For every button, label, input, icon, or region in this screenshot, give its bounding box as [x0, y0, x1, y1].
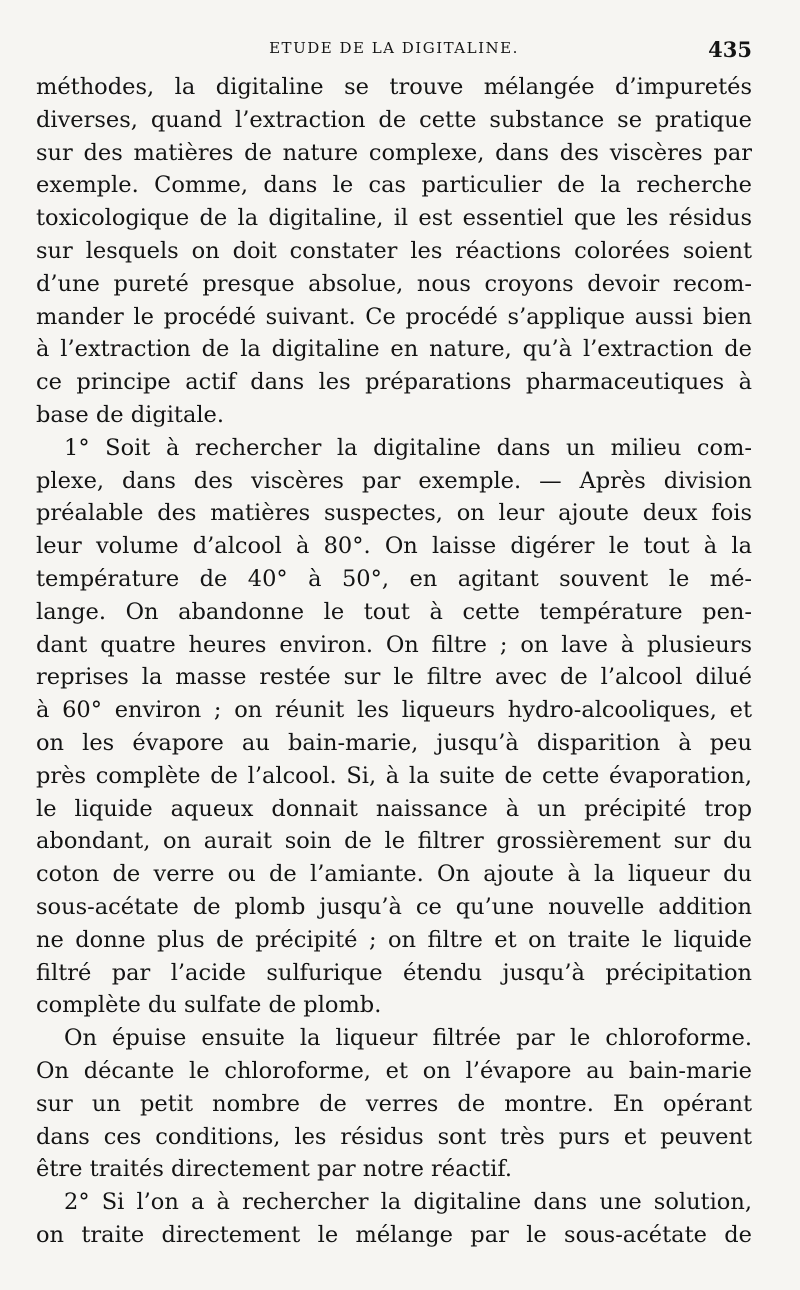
- text-line: sur des matières de nature complexe, dans des viscères par: [36, 139, 752, 166]
- text-line: sur un petit nombre de verres de montre. En opérant: [36, 1090, 752, 1117]
- text-line: toxicologique de la digitaline, il est essentiel que les résidus: [36, 205, 752, 232]
- text-line: coton de verre ou de l’amiante. On ajoute à la liqueur du: [36, 861, 752, 888]
- text-line: méthodes, la digitaline se trouve mélangée d’impuretés: [36, 74, 752, 100]
- page-number: 435: [708, 37, 752, 62]
- text-line: à l’extraction de la digitaline en nature, qu’à l’extraction de: [36, 336, 752, 363]
- text-line: dant quatre heures environ. On filtre ; on lave à plusieurs: [36, 631, 752, 658]
- text-line: près complète de l’alcool. Si, à la suite de cette évaporation,: [36, 762, 752, 789]
- paragraph: [36, 1022, 752, 1186]
- paragraph: [36, 432, 752, 1022]
- text-line: mander le procédé suivant. Ce procédé s’applique aussi bien: [36, 303, 752, 330]
- text-line: être traités directement par notre réactif.: [36, 1156, 513, 1183]
- text-line: dans ces conditions, les résidus sont très purs et peuvent: [36, 1123, 752, 1150]
- text-line: filtré par l’acide sulfurique étendu jusqu’à précipitation: [36, 959, 752, 986]
- paragraph: [36, 71, 752, 432]
- text-line: base de digitale.: [36, 401, 225, 428]
- text-line: température de 40° à 50°, en agitant souvent le mé-: [36, 565, 752, 592]
- text-line: abondant, on aurait soin de le filtrer grossièrement sur du: [36, 828, 752, 855]
- text-line: On décante le chloroforme, et on l’évapore au bain-marie: [36, 1057, 752, 1084]
- text-line: d’une pureté presque absolue, nous croyons devoir recom-: [36, 270, 752, 297]
- text-line: on les évapore au bain-marie, jusqu’à disparition à peu: [36, 729, 752, 756]
- text-line: leur volume d’alcool à 80°. On laisse digérer le tout à la: [36, 533, 752, 560]
- text-line: exemple. Comme, dans le cas particulier de la recherche: [36, 172, 752, 199]
- text-line: sous-acétate de plomb jusqu’à ce qu’une nouvelle addition: [36, 893, 752, 920]
- text-line: on traite directement le mélange par le sous-acétate de: [36, 1221, 752, 1248]
- body-text: [36, 71, 752, 1252]
- paragraph: [36, 1186, 752, 1252]
- text-line: 2° Si l’on a à rechercher la digitaline dans une solution,: [64, 1189, 752, 1216]
- text-line: On épuise ensuite la liqueur filtrée par le chloroforme.: [64, 1025, 752, 1052]
- text-line: diverses, quand l’extraction de cette substance se pratique: [36, 106, 752, 133]
- text-line: lange. On abandonne le tout à cette température pen-: [36, 598, 752, 625]
- text-line: sur lesquels on doit constater les réactions colorées soient: [36, 237, 752, 264]
- text-line: complète du sulfate de plomb.: [36, 992, 382, 1019]
- text-line: reprises la masse restée sur le filtre avec de l’alcool dilué: [36, 664, 752, 691]
- running-head: ETUDE DE LA DIGITALINE.: [269, 39, 519, 57]
- text-line: à 60° environ ; on réunit les liqueurs hydro-alcooliques, et: [36, 697, 752, 724]
- text-line: préalable des matières suspectes, on leur ajoute deux fois: [36, 500, 752, 527]
- text-line: 1° Soit à rechercher la digitaline dans un milieu com-: [64, 434, 752, 461]
- text-line: le liquide aqueux donnait naissance à un précipité trop: [36, 795, 752, 822]
- text-line: plexe, dans des viscères par exemple. — Après division: [36, 467, 752, 494]
- page-header: [36, 37, 752, 61]
- text-line: ne donne plus de précipité ; on filtre et on traite le liquide: [36, 926, 752, 953]
- text-line: ce principe actif dans les préparations pharmaceutiques à: [36, 369, 752, 396]
